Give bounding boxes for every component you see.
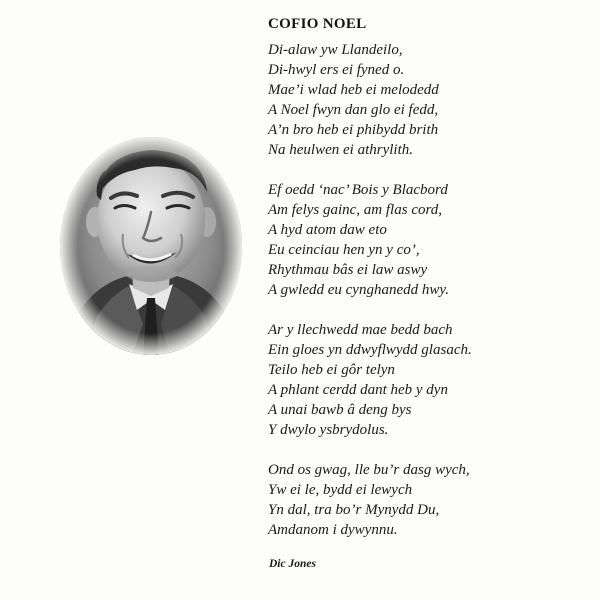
poem-line: Teilo heb ei gôr telyn [268,362,395,378]
poem-line: Mae’i wlad heb ei melodedd [268,82,439,98]
poem-line: Di-hwyl ers ei fyned o. [268,62,405,78]
poem-line: A gwledd eu cynghanedd hwy. [268,282,449,298]
poem-title: COFIO NOEL [268,16,367,32]
poem-line: Rhythmau bâs ei law aswy [268,262,428,278]
poem-line: A phlant cerdd dant heb y dyn [268,382,448,398]
stanza-3 [268,320,588,440]
poem-line: Di-alaw yw Llandeilo, [268,42,403,58]
poem-line: A hyd atom daw eto [268,222,387,238]
stanza-1 [268,40,588,160]
stanza-2 [268,180,588,300]
poem-line: Ar y llechwedd mae bedd bach [268,322,453,338]
portrait-photo-icon [57,134,245,358]
poem-line: A’n bro heb ei phibydd brith [268,122,439,138]
poem-line: Na heulwen ei athrylith. [268,142,413,158]
poem-line: Amdanom i dywynnu. [268,522,398,538]
poem-line: Eu ceinciau hen yn y co’, [268,242,420,258]
poem-line: Ef oedd ‘nac’ Bois y Blacbord [268,182,448,198]
poem-line: A Noel fwyn dan glo ei fedd, [268,102,439,118]
portrait-photo [57,134,245,358]
poem-line: Am felys gainc, am flas cord, [268,202,443,218]
poem-author: Dic Jones [269,558,316,570]
poem-line: Y dwylo ysbrydolus. [268,422,389,438]
poem [268,14,588,560]
stanza-4 [268,460,588,540]
poem-line: A unai bawb â deng bys [268,402,412,418]
poem-line: Ond os gwag, lle bu’r dasg wych, [268,462,470,478]
poem-line: Yw ei le, bydd ei lewych [268,482,413,498]
poem-line: Ein gloes yn ddwyflwydd glasach. [268,342,472,358]
poem-line: Yn dal, tra bo’r Mynydd Du, [268,502,440,518]
